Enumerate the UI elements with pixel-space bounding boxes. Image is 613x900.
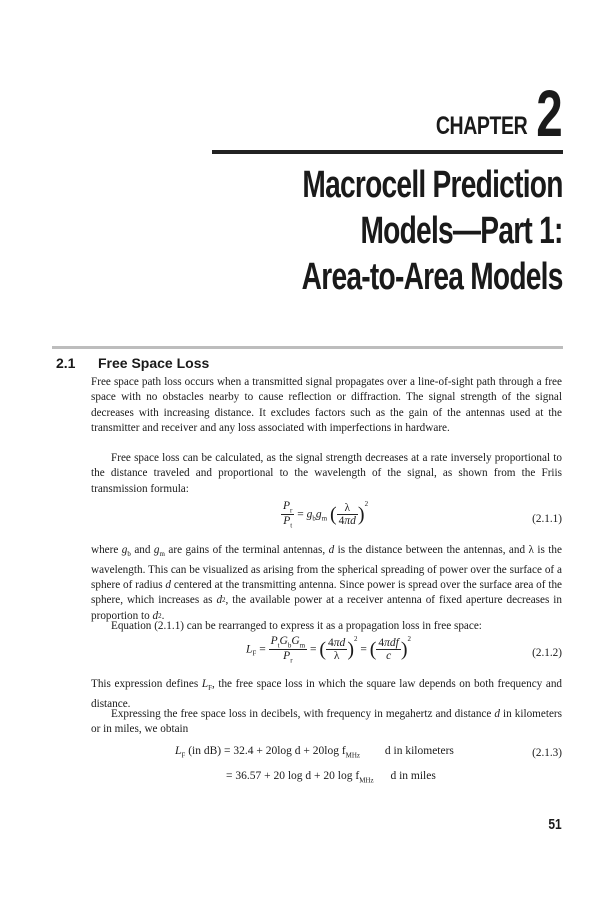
- equation-number-3: (2.1.3): [532, 747, 562, 759]
- page-number: 51: [548, 816, 562, 833]
- chapter-title-line-3: Area-to-Area Models: [302, 256, 563, 298]
- chapter-rule: [212, 150, 563, 154]
- chapter-title-line-2: Models—Part 1:: [360, 210, 563, 252]
- equation-2-1-3-line-2: = 36.57 + 20 log d + 20 $\log f_{MHz}$ d in miles: [226, 770, 436, 785]
- paragraph-1: Free space path loss occurs when a transmitted signal propagates over a line-of-sight path through a free space with no obstacles nearby to cause reflection or diffraction. The signal strength of the signal decreases with increasing distance. It excludes factors such as the gain of the antennas used at the transmitter and receiver and any loss associated with imperfections in hardware.: [91, 376, 562, 435]
- power-ratio: $\frac{P_r}{P_t}$: [283, 500, 293, 530]
- equation-number-1: (2.1.1): [532, 513, 562, 525]
- paragraph-5: This expression defines $L_F$, the free space loss in which the square law depends on both frequency and distance.: [91, 678, 563, 710]
- section-heading: [56, 355, 209, 371]
- chapter-title: [210, 162, 563, 300]
- chapter-title-line-1: Macrocell Prediction: [302, 164, 563, 206]
- paragraph-3: where $g_b$ and $g_m$ are gains of the terminal antennas, d is the distance between the antennas, and λ is the wavelength. This can be visualized as arising from the spherical spreading of power over the surface of a sphere of radius d centered at the transmitting antenna. Since power is spread over the surface area of the sphere, which increases as $d^2$, the available power at a receiver antenna of fixed aperture decreases in proportion to $d^2$.: [91, 544, 563, 622]
- chapter-number: 2: [536, 76, 563, 150]
- paragraph-4: Equation (2.1.1) can be rearranged to express it as a propagation loss in free space:: [111, 620, 482, 632]
- section-number: 2.1: [56, 355, 76, 371]
- equation-2-1-2: $L_F$ = $\frac{P_tG_bG_m}{P_r}$ = ( $\frac{4\pi d}{\lambda}$ )$^2$ = ( $\frac{\text{4πdf}}{c}$ )$^2$: [246, 635, 412, 665]
- paragraph-6: Expressing the free space loss in decibels, with frequency in megahertz and distance d in kilometers or in miles, we obtain: [91, 708, 562, 736]
- section-rule: [52, 346, 563, 349]
- equation-2-1-3-line-1: $L_F$ (in dB) = 32.4 + 20log d + 20log $f_{MHz}$ d in kilometers: [175, 745, 454, 760]
- wavelength-ratio: $\frac{\lambda}{4\pi d}$: [338, 502, 356, 528]
- equation-number-2: (2.1.2): [532, 647, 562, 659]
- paragraph-2: Free space loss can be calculated, as the signal strength decreases at a rate inversely proportional to the distance traveled and proportional to the wavelength of the signal, as shown from the Friis transmission formula:: [91, 452, 562, 495]
- chapter-label: CHAPTER: [435, 112, 527, 140]
- section-title: Free Space Loss: [98, 355, 210, 371]
- equation-2-1-1: $\frac{P_r}{P_t}$ = $g_bg_m$ ( $\frac{\lambda}{4\pi d}$ )$^2$: [283, 500, 369, 530]
